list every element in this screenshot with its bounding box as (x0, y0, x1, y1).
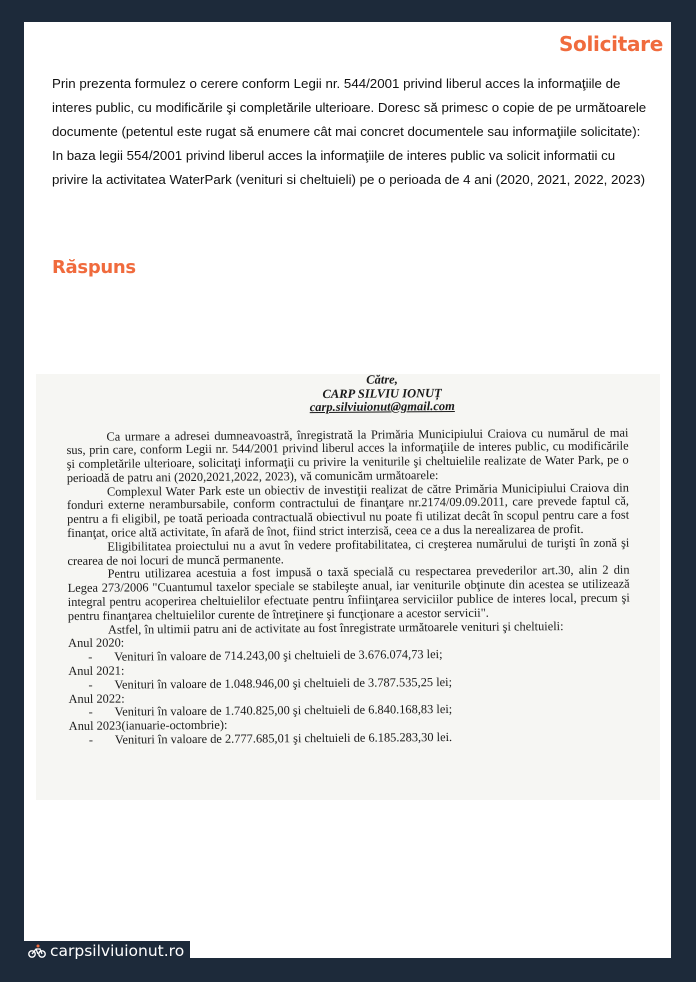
recipient-block (66, 372, 628, 417)
year-label: Anul 2021: (68, 663, 125, 679)
brand-text: carpsilviuionut.ro (50, 942, 185, 960)
request-text (52, 72, 652, 192)
bullet: - (88, 705, 93, 720)
letter-content (66, 372, 631, 748)
letter-paragraph: Pentru utilizarea acestuia a fost impusă o taxă specială cu respectarea prevederilor art.30, alin 2 din Legea 273/2006 "Cuantumul taxelor speciale se stabileşte anual, iar veniturile obţinute din acestea se utilizează integral pentru acoperirea cheltuielilor efectuate pentru înfiinţarea serviciilor publice de interes local, precum şi pentru finanţarea cheltuielilor curente de întreţinere şi funcţionare a acestor servicii". (67, 563, 630, 623)
recipient-name: CARP SILVIU IONUȚ (322, 385, 442, 401)
scanned-response-letter (36, 374, 660, 800)
year-item-text: Venituri în valoare de 1.740.825,00 şi cheltuieli de 6.840.168,83 lei; (114, 702, 453, 720)
year-label: Anul 2023(ianuarie-octombrie): (68, 717, 228, 734)
year-label: Anul 2020: (68, 636, 125, 651)
bullet: - (88, 732, 94, 747)
year-label: Anul 2022: (68, 691, 125, 706)
letter-paragraph: Astfel, în ultimii patru ani de activitate au fost înregistrate următoarele venituri şi cheltuieli: (107, 618, 564, 637)
recipient-email: carp.silviuionut@gmail.com (309, 398, 455, 415)
bullet: - (88, 650, 93, 665)
site-brand[interactable] (24, 941, 190, 961)
bullet: - (88, 677, 93, 692)
year-item (69, 730, 631, 748)
raspuns-heading: Răspuns (52, 257, 136, 278)
request-paragraph-1: Prin prezenta formulez o cerere conform Legii nr. 544/2001 privind liberul acces la informaţiile de interes public, cu modificările şi completările ulterioare. Doresc să primesc o copie de pe următoarele documente (petentul este rugat să enumere cât mai concret documentele sau informaţiile solicitate): (52, 76, 647, 139)
to-label: Către, (366, 372, 398, 387)
solicitare-heading: Solicitare (558, 32, 663, 56)
letter-paragraph: Eligibilitatea proiectului nu a avut în vedere profitabilitatea, ci creşterea numărului de turişti în zonă şi crearea de noi locuri de muncă permanente. (67, 535, 630, 568)
bike-rider-icon (28, 944, 46, 958)
year-item-text: Venituri în valoare de 714.243,00 şi cheltuieli de 3.676.074,73 lei; (114, 647, 443, 664)
letter-paragraph: Ca urmare a adresei dumneavoastră, înregistrată la Primăria Municipiului Craiova cu numărul de mai sus, prin care, conform Legii nr. 544/2001 privind liberul acces la informaţiile de interes public, cu modificările şi completările ulterioare, solicitaţi informaţii cu privire la veniturile şi cheltuielile realizate de Water Park, pe o perioadă de patru ani (2020,2021,2022, 2023), vă comunicăm următoarele: (66, 425, 629, 485)
request-paragraph-2: In baza legii 554/2001 privind liberul acces la informaţiile de interes public va solicit informatii cu privire la activitatea WaterPark (venituri si cheltuieli) pe o perioada de 4 ani (2020, 2021, 2022, 2023) (52, 148, 646, 187)
letter-body (66, 426, 630, 748)
letter-paragraph: Complexul Water Park este un obiectiv de investiţii realizat de către Primăria Municipiului Craiova din fonduri externe nerambursabile, conform contractului de finanţare nr.2174/09.09.2011, care prevede faptul că, pentru a fi eligibil, pe toată perioada contractuală obiectivul nu poate fi utilizat decât în scopul pentru care a fost finanţat, orice altă activitate, în afară de înot, fiind strict interzisă, ceea ce a dus la nerealizarea de profit. (66, 480, 630, 541)
document-page (24, 22, 671, 958)
year-item-text: Venituri în valoare de 1.048.946,00 şi cheltuieli de 3.787.535,25 lei; (114, 674, 453, 692)
year-item-text: Venituri în valoare de 2.777.685,01 şi cheltuieli de 6.185.283,30 lei. (114, 730, 453, 747)
